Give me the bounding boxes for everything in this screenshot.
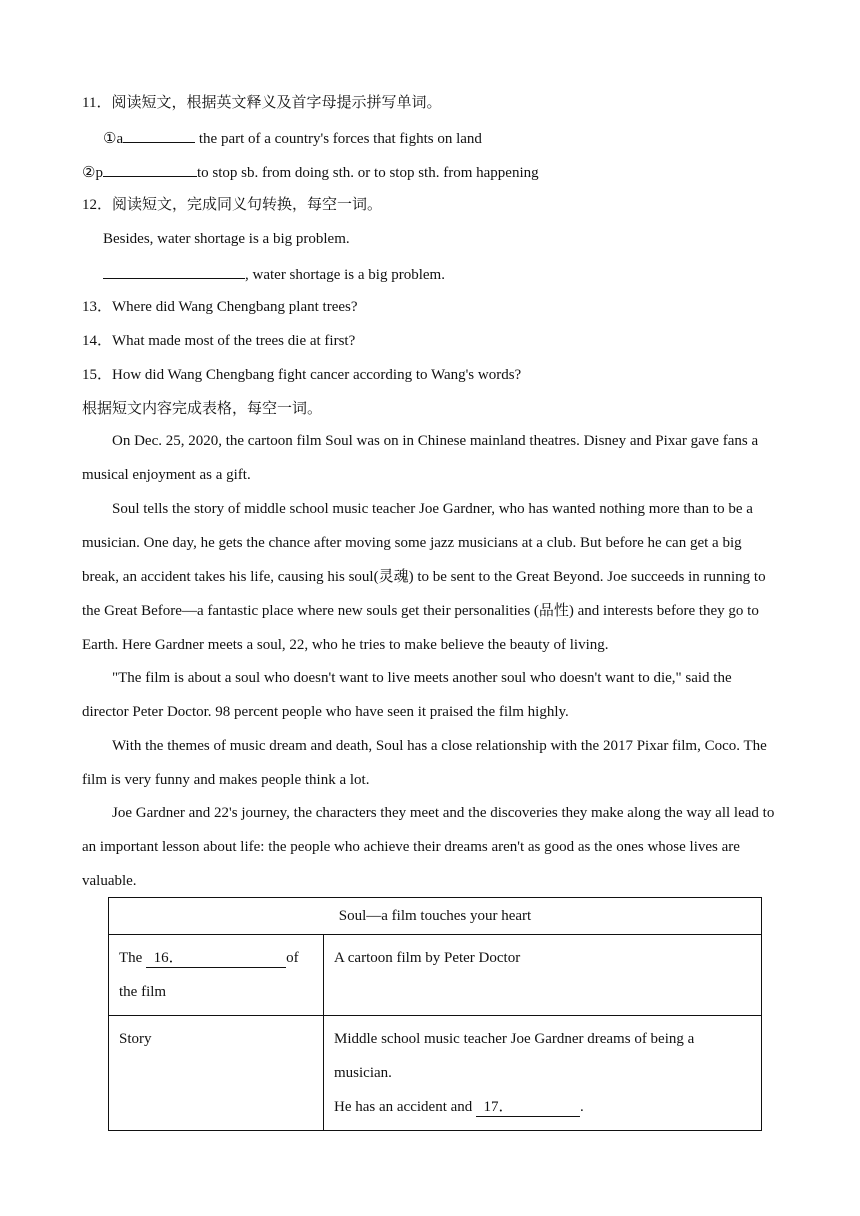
- question-13: 13．Where did Wang Chengbang plant trees?: [82, 299, 358, 315]
- table-cell-label: [109, 935, 324, 1016]
- table-cell-value: [324, 1016, 762, 1131]
- answer-blank[interactable]: [123, 127, 195, 143]
- question-12-rewrite: [103, 263, 445, 285]
- blank-number: 16．: [153, 950, 184, 966]
- table-row: [109, 1016, 762, 1131]
- question-12-title: 12．阅读短文，完成同义句转换，每空一词。: [82, 197, 383, 213]
- question-11-title: 11．阅读短文，根据英文释义及首字母提示拼写单词。: [82, 95, 442, 111]
- word-definition: to stop sb. from doing sth. or to stop sth. from happening: [196, 165, 539, 181]
- summary-table: [108, 897, 762, 1131]
- answer-blank-17[interactable]: [476, 1098, 580, 1117]
- story-line-1: Middle school music teacher Joe Gardner dreams of being a musician.: [334, 1031, 695, 1081]
- passage-paragraph: Soul tells the story of middle school music teacher Joe Gardner, who has wanted nothing more than to be a musician. One day, he gets the chance after moving some jazz musicians at a club. But before he can get a big break, an accident takes his life, causing his soul(灵魂) to be sent to the Great Beyond. Joe succeeds in running to the Great Before—a fantastic place where new souls get their personalities (品性) and interests before they go to Earth. Here Gardner meets a soul, 22, who he tries to make believe the beauty of living.: [82, 501, 766, 653]
- item-marker: ①: [103, 131, 117, 147]
- table-row: [109, 935, 762, 1016]
- answer-blank[interactable]: [103, 263, 245, 279]
- table-heading-row: [109, 898, 762, 935]
- passage-paragraph: Joe Gardner and 22's journey, the characters they meet and the discoveries they make along the way all lead to an important lesson about life: the people who achieve their dreams aren't as good as the ones whose lives are valuable.: [82, 805, 775, 889]
- passage-paragraph: With the themes of music dream and death, Soul has a close relationship with the 2017 Pixar film, Coco. The film is very funny and makes people think a lot.: [82, 738, 767, 788]
- word-definition: the part of a country's forces that fights on land: [195, 131, 482, 147]
- story-prefix: He has an accident and: [334, 1099, 477, 1115]
- question-15: 15．How did Wang Chengbang fight cancer according to Wang's words?: [82, 367, 522, 383]
- item-marker: ②: [82, 165, 96, 181]
- cell-suffix: of the film: [119, 950, 299, 1000]
- passage-paragraph: "The film is about a soul who doesn't want to live meets another soul who doesn't want to die," said the director Peter Doctor. 98 percent people who have seen it praised the film highly.: [82, 670, 732, 720]
- rewrite-tail: , water shortage is a big problem.: [245, 267, 445, 283]
- cell-prefix: The: [119, 950, 147, 966]
- story-suffix: .: [580, 1099, 584, 1115]
- blank-number: 17．: [483, 1099, 514, 1115]
- story-line-2: [334, 1090, 751, 1124]
- answer-blank-16[interactable]: [146, 949, 286, 968]
- passage-paragraph: On Dec. 25, 2020, the cartoon film Soul was on in Chinese mainland theatres. Disney and Pixar gave fans a musical enjoyment as a gift.: [82, 433, 759, 483]
- table-cell-value: A cartoon film by Peter Doctor: [324, 935, 762, 1016]
- answer-blank[interactable]: [103, 161, 197, 177]
- question-12-original-sentence: Besides, water shortage is a big problem.: [103, 231, 350, 247]
- initial-letter: a: [116, 131, 124, 147]
- question-14: 14．What made most of the trees die at first?: [82, 333, 356, 349]
- table-heading: Soul—a film touches your heart: [109, 898, 762, 935]
- table-instruction: 根据短文内容完成表格，每空一词。: [82, 401, 323, 417]
- question-11-item-1: [103, 127, 482, 149]
- initial-letter: p: [95, 165, 103, 181]
- table-cell-label: Story: [109, 1016, 324, 1131]
- question-11-item-2: [82, 161, 539, 183]
